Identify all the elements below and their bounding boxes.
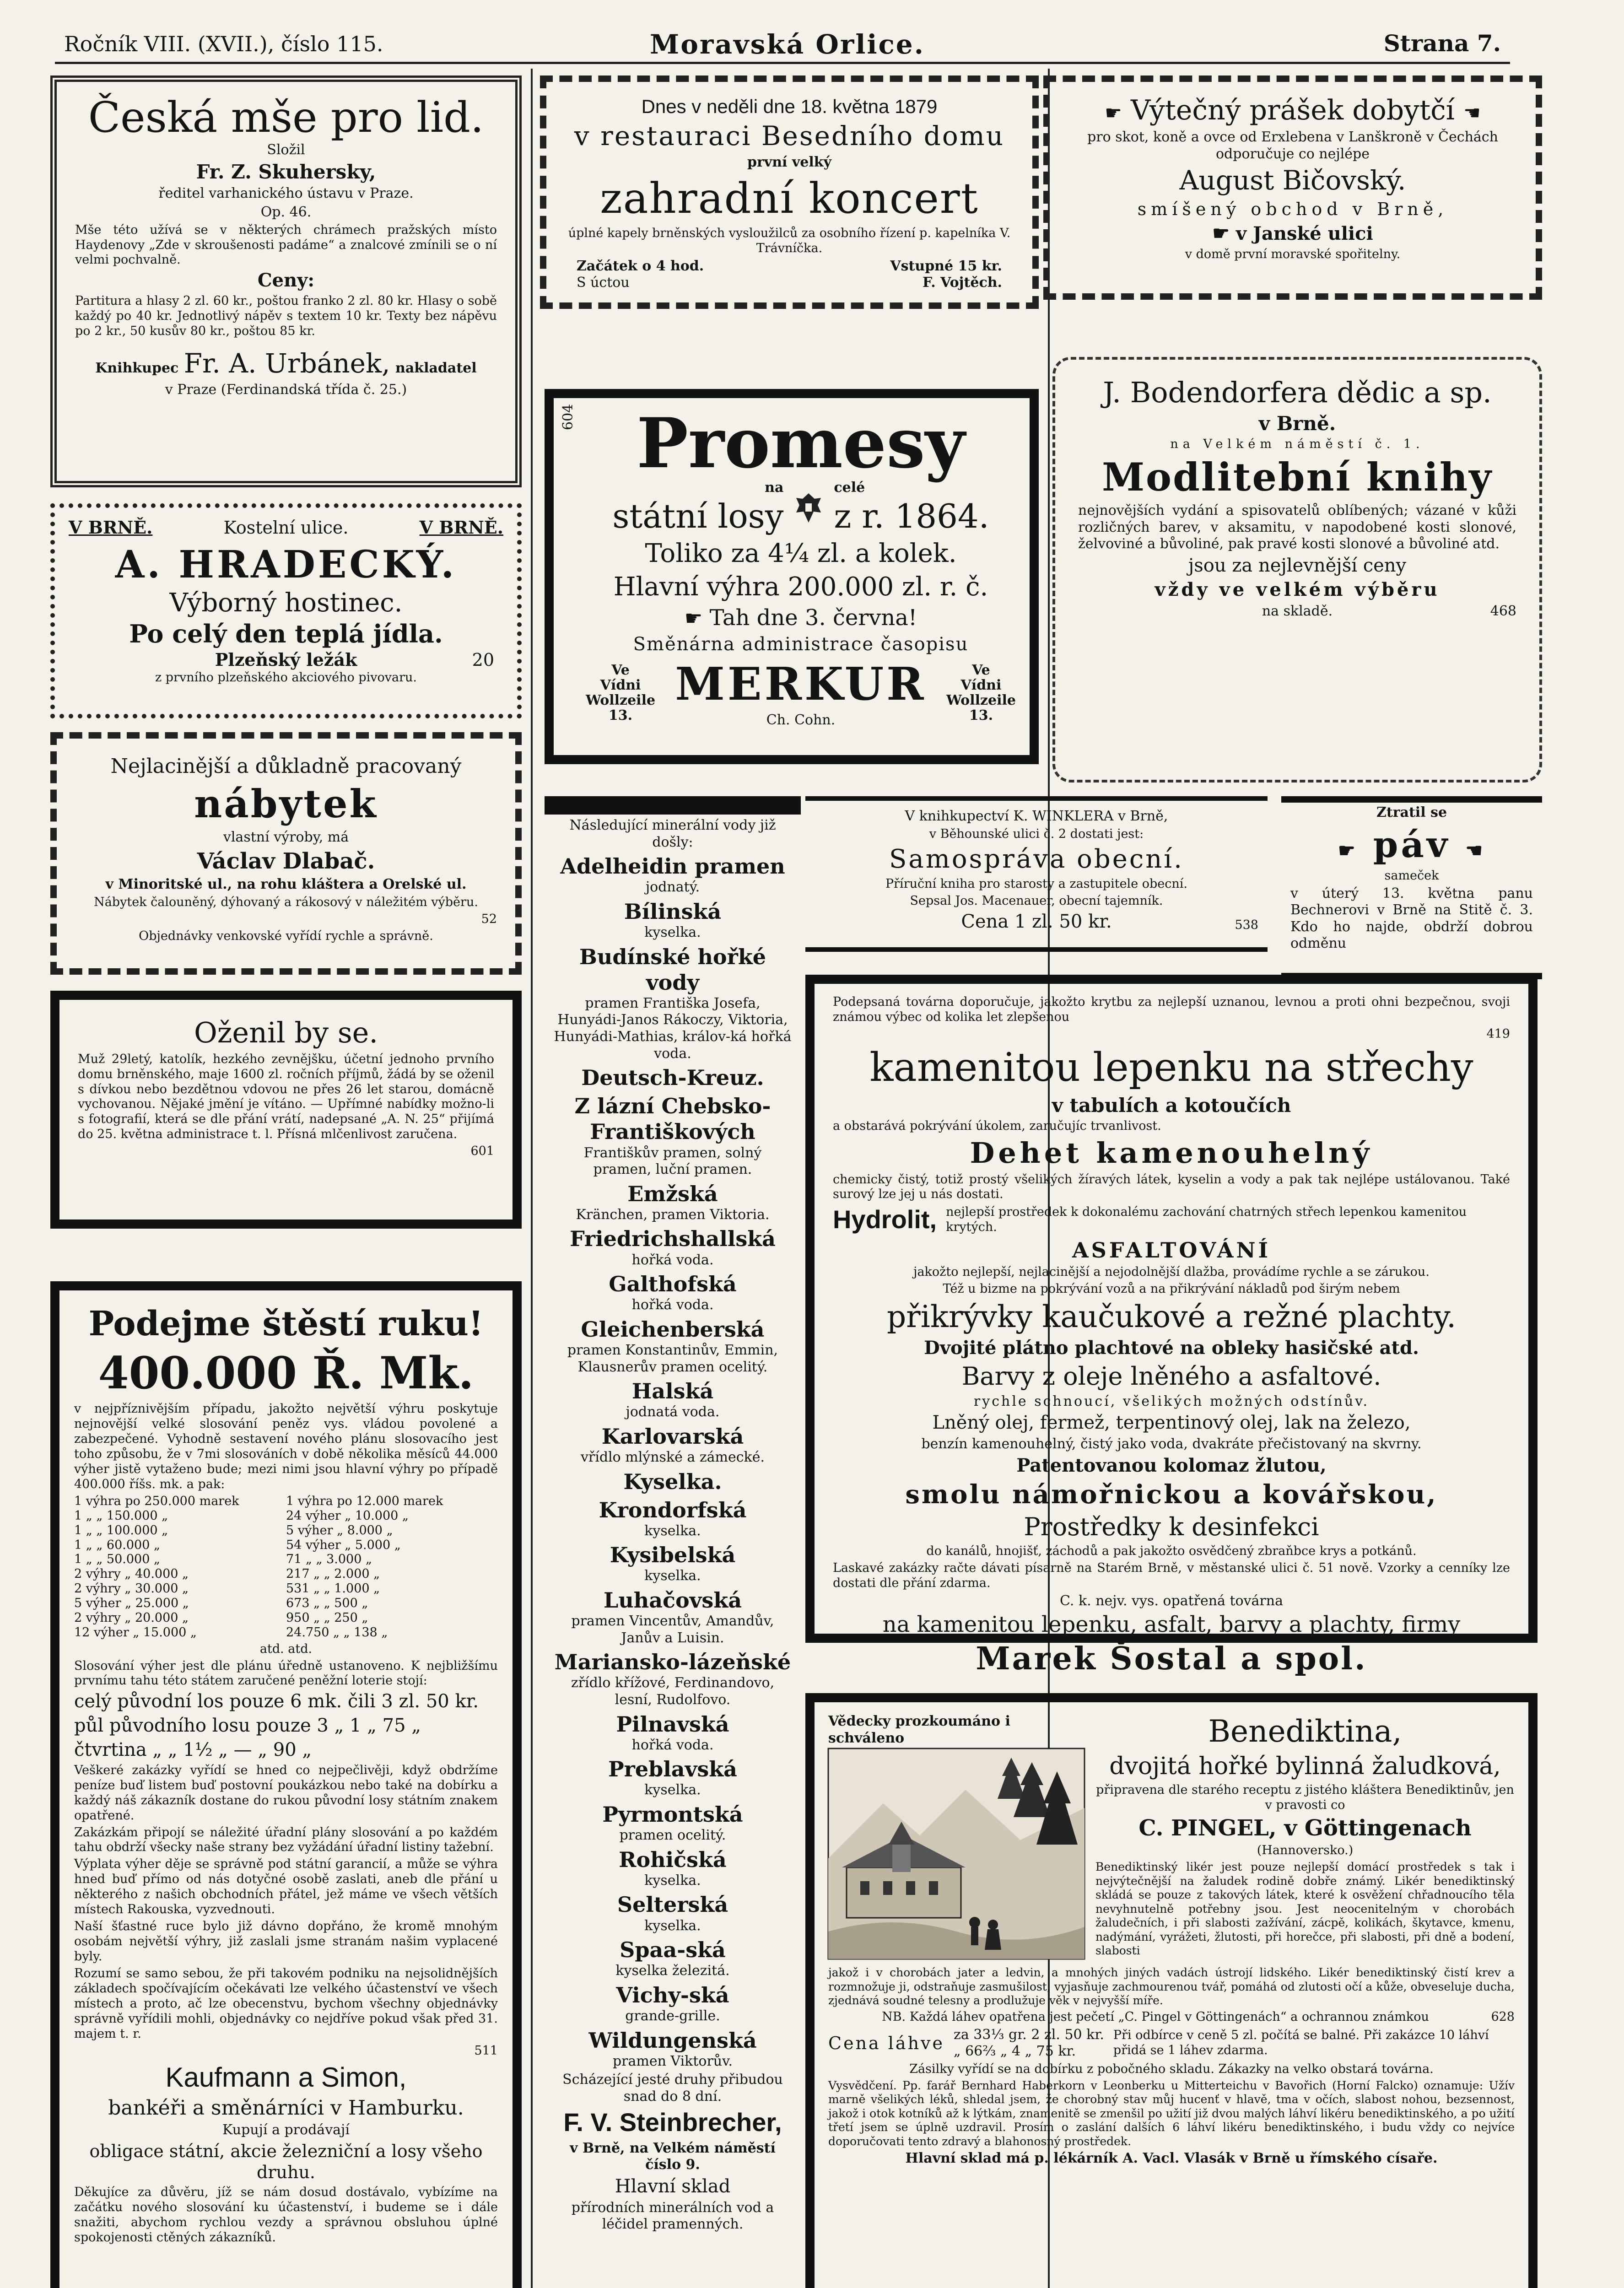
mineral-spring-desc: pramen Konstantinův, Emmin, Klausnerův pramen ocelitý. — [567, 1342, 778, 1375]
ad-promesy-smen: Směnárna administrace časopisu — [633, 633, 969, 655]
lottery-prize-cell: 1 „ „ 60.000 „ — [74, 1538, 160, 1552]
ad-lepenka-firm: Marek Šostal a spol. — [976, 1640, 1367, 1677]
ad-promesy — [545, 389, 1039, 764]
mineral-spring-name: Deutsch-Kreuz. — [581, 1065, 764, 1090]
ad-pav-text: v úterý 13. května panu Bechnerovi v Brně na Stitě č. 3. Kdo ho najde, obdrží dobrou odměnu — [1290, 885, 1533, 952]
page-number: Strana 7. — [1383, 30, 1501, 57]
lottery-prize-cell: 1 výhra po 250.000 marek — [74, 1494, 239, 1508]
ad-ceska-mse-publisher-prefix: Knihkupec — [95, 360, 179, 377]
mineral-list — [553, 853, 793, 2070]
ad-lottery-title: Podejme štěstí ruku! — [88, 1304, 484, 1344]
mineral-spring-name: Emžská — [627, 1181, 718, 1206]
ad-samosprava-line2: v Běhounské ulici č. 2 dostati jest: — [929, 826, 1144, 841]
ad-promesy-side: 604 — [560, 404, 576, 430]
ad-lottery-firm: Kaufmann a Simon, — [165, 2061, 407, 2093]
ad-benediktina-line1: připravena dle starého receptu z jistého kláštera Benediktinův, jen v pravosti co — [1096, 1782, 1514, 1812]
lottery-prize-row — [74, 1523, 498, 1538]
ad-lepenka-zakazky: Laskavé zakázky račte dávati písarně na Starém Brně, v městanské ulici č. 51 nově. Vzorky a cenníky lze dostati dle přání zdarma. — [833, 1560, 1510, 1590]
ad-hradecky-name: A. HRADECKÝ. — [115, 543, 457, 587]
ad-mineral-store1: Hlavní sklad — [615, 2175, 731, 2197]
ad-lepenka-sirka: Též u bizme na pokrývání vozů a na přikrývání nákladů pod širým nebem — [943, 1281, 1400, 1296]
ad-benediktina-sklad: Hlavní sklad má p. lékárník A. Vacl. Vlasák v Brně u římského císaře. — [905, 2150, 1438, 2167]
mineral-spring-desc: pramen ocelitý. — [619, 1827, 726, 1844]
ad-lottery-quarter: čtvrtina „ „ 1½ „ — „ 90 „ — [74, 1739, 312, 1760]
ad-lepenka-asfalt-desc: jakožto nejlepší, nejlacinější a nejodolnější dlažba, provádíme rychle a se zárukou. — [913, 1264, 1430, 1279]
ad-ozenil-num: 601 — [470, 1144, 494, 1159]
ad-hradecky-beer: Plzeňský ležák — [215, 649, 357, 670]
mineral-spring-name: Krondorfská — [599, 1497, 747, 1522]
ad-bodendorfer-text3: vždy ve velkém výběru — [1155, 578, 1440, 600]
mineral-spring-name: Pilnavská — [616, 1711, 729, 1737]
ad-benediktina-vysvedceni: Vysvědčení. Pp. farář Bernhard Haberkorn v Leonberku u Mitterteichu v Bavořich (Horní Falcko) oznamuje: Užív marně všelikých léků, shledal jsem, že chorobný stav můj hucenť v hlavě, tma v očích, slabost nohou, bezsennost, jakož i otok kotníků až k lýtkám, znamenitě se zmenšil po užití již dvou malých láhví likéru benediktinského, a po užití třetí jsem se úplně uzdravil. Prosím o zaslání dalších 6 láhví likéru benediktinského, i budu vždy co nejvíce doporučovati tento zdravý a blahonosný prostředek. — [828, 2078, 1515, 2148]
mineral-spring-name: Halská — [631, 1379, 714, 1404]
ad-lottery-etc: atd. atd. — [259, 1641, 313, 1656]
ad-lepenka-asfalt: ASFALTOVÁNÍ — [1072, 1237, 1271, 1263]
ad-mineral-intro: Následující minerální vody již došly: — [569, 817, 776, 850]
ad-samosprava-line1: V knihkupectví K. WINKLERA v Brně, — [905, 808, 1168, 824]
pav-hand-right-icon: ☚ — [1465, 839, 1486, 862]
ad-lottery-p9: obligace státní, akcie železniční a losy všeho druhu. — [89, 2141, 483, 2183]
lottery-prize-cell: 2 výhry „ 40.000 „ — [74, 1567, 189, 1581]
ad-lepenka-benzin: benzín kamenouhelný, čistý jako voda, dvakráte přečistovaný na skvrny. — [921, 1436, 1422, 1452]
mineral-spring-desc: kyselka. — [644, 1522, 701, 1539]
ad-samosprava-title: Samospráva obecní. — [889, 844, 1184, 874]
ad-bodendorfer-addr: na Velkém náměstí č. 1. — [1170, 437, 1424, 451]
lottery-prize-cell: 1 výhra po 12.000 marek — [286, 1494, 443, 1508]
ad-lepenka-dehet: Dehet kamenouhelný — [970, 1136, 1373, 1170]
mineral-spring-name: Adelheidin pramen — [560, 854, 785, 879]
lottery-prize-cell: 24.750 „ „ 138 „ — [286, 1625, 388, 1640]
ad-samosprava-num: 538 — [1235, 917, 1258, 932]
ad-lepenka-closing: na kamenitou lepenku, asfalt, barvy a plachty, firmy — [882, 1612, 1461, 1638]
lottery-prize-row — [74, 1625, 498, 1640]
ad-samosprava-price: Cena 1 zl. 50 kr. — [961, 911, 1112, 932]
lottery-prize-row — [74, 1552, 498, 1567]
ad-benediktina-text1: Benediktinský likér jest pouze nejlepší domácí prostředek s tak i nejvýtečnější na žaludek rodině dobře známý. Likér benediktinský skládá se pouze z takových látek, které k osvěžení chřadnoucího těla nevyhnutelně potřebny jsou. Jest neocenitelným v chorobách žaludečních, i při slabosti zažívání, zácpě, kolikách, škytavce, kmenu, nadýmání, vyrážeti, žlutosti, při horečce, při slabosti, při dně a bodení, slabosti — [1095, 1860, 1515, 1958]
ad-koncert-acct: S úctou — [577, 275, 630, 291]
ad-benediktina-price-head: Cena láhve — [828, 2033, 945, 2053]
ad-benediktina-subtitle: dvojitá hořké bylinná žaludková, — [1109, 1752, 1501, 1780]
pointing-hand-icon: ☛ — [684, 607, 703, 631]
ad-ceska-mse-opus: Op. 46. — [260, 204, 312, 221]
mineral-spring-desc: pramen Viktorův. — [612, 2053, 733, 2069]
ad-mineral-store2: přírodních minerálních vod a léčidel pramenných. — [571, 2199, 774, 2233]
lottery-prize-cell: 5 výher „ 8.000 „ — [286, 1523, 393, 1538]
ad-bodendorfer-title: J. Bodendorfera dědic a sp. — [1103, 376, 1492, 409]
lottery-prize-cell: 54 výher „ 5.000 „ — [286, 1538, 401, 1552]
ad-lepenka-line3: a obstarává pokrývání úkolem, zaručujíc trvanlivost. — [833, 1118, 1161, 1133]
lottery-prize-cell: 5 výher „ 25.000 „ — [74, 1596, 189, 1611]
ad-koncert-line1: Dnes v neděli dne 18. května 1879 — [641, 96, 938, 117]
ad-hradecky — [50, 503, 522, 718]
ad-lepenka-dehet-desc: chemicky čistý, totiž prostý všelikých žíravých látek, kyselin a vody a pak tak nejlépe ustálovanou. Také surový lze jej u nás dostati. — [833, 1172, 1510, 1202]
ad-pav-line1: Ztratil se — [1376, 804, 1447, 820]
ad-lepenka-line1: Podepsaná továrna doporučuje, jakožto krytbu za nejlepší uznanou, levnou a proti ohni bezpečnou, svoji známou výbec od kolika let zlepšenou — [833, 995, 1510, 1024]
ad-ceska-mse-title: Česká mše pro lid. — [88, 93, 484, 142]
ad-promesy-side-left: Ve Vídni Wollzeile 13. — [586, 662, 656, 724]
ad-lottery-firm2: bankéři a směnárníci v Hamburku. — [108, 2096, 464, 2120]
ad-ceska-mse-address: v Praze (Ferdinandská třída č. 25.) — [165, 381, 407, 398]
ad-lottery-num: 511 — [474, 2043, 498, 2058]
ad-koncert-line4: úplné kapely brněnských vysloužilců za osobního řízení p. kapelníka V. Trávníčka. — [568, 226, 1011, 255]
ad-ceska-mse-publisher: Fr. A. Urbánek, — [183, 348, 390, 379]
mineral-spring-desc: jodnatý. — [645, 879, 700, 896]
mineral-spring-name: Karlovarská — [601, 1424, 744, 1449]
ad-benediktina-price2: „ 66⅔ „ 4 „ 75 kr. — [954, 2043, 1076, 2060]
lottery-prize-row — [74, 1538, 498, 1553]
ad-promesy-draw: Tah dne 3. června! — [709, 605, 917, 631]
ad-samosprava-line4: Sepsal Jos. Macenauer, obecní tajemník. — [910, 893, 1163, 908]
ad-benediktina-title: Benediktina, — [1208, 1714, 1402, 1749]
ad-promesy-cele: celé — [834, 480, 865, 496]
ad-hradecky-street: Kostelní ulice. — [223, 518, 349, 538]
mineral-spring-desc: Františkův pramen, solný pramen, luční pramen. — [583, 1144, 762, 1178]
ad-ozenil — [50, 991, 522, 1229]
ad-promesy-title: Promesy — [637, 403, 965, 484]
ad-benediktina-num: 628 — [1491, 2009, 1515, 2024]
mineral-spring-name: Vichy-ská — [616, 1982, 729, 2007]
ad-koncert-line3: první velký — [747, 154, 831, 170]
lottery-prize-row — [74, 1494, 498, 1509]
ad-lottery-p4: Zakázkám připojí se náležité úřadní plány slosování a po každém tahu obdrží všecky naše strany bez vyžádání úřadní listiny tažební. — [74, 1825, 498, 1855]
lottery-prize-cell: 673 „ „ 500 „ — [286, 1596, 368, 1611]
ad-ceska-mse-publisher-suffix: nakladatel — [395, 360, 477, 377]
ad-bodendorfer-text2: jsou za nejlevnější ceny — [1188, 555, 1407, 577]
ad-nabytek — [50, 732, 522, 975]
ad-lottery-p5: Výplata výher děje se správně pod státní garancií, a může se výhra hned buď přímo od nás dotyčné osobě zaslati, aneb dle přání u některého z našich obchodních přátel, jež máme ve všech větších místech Rakouska, vyzvednouti. — [74, 1857, 498, 1917]
ad-koncert-line2: v restauraci Besedního domu — [574, 120, 1005, 152]
ad-ozenil-text: Muž 29letý, katolík, hezkého zevnějšku, účetní jednoho prvního domu brněnského, maje 1600 zl. ročních příjmů, žádá by se oženil s dívkou nebo bezdětnou vdovou ne přes 26 let starou, domácně vychovanou. Nějaké jmění je vítáno. — Upřímné nabídky možno-li s fotografií, která se dle přání vrátí, nadepsané „A. N. 25“ přijímá do 25. května administrace t. l. Přísná mlčenlivost zaručena. — [78, 1052, 494, 1142]
ad-lottery-p3: Veškeré zakázky vyřídí se hned co nejpečlivěji, když obdržíme peníze buď listem buď postovní poukázkou nebo také na dobírku a každý náš zákazník dostane do rukou původní losy státním znakem opatřené. — [74, 1763, 498, 1823]
ad-mineral-addr: v Brně, na Velkém náměstí číslo 9. — [570, 2140, 776, 2173]
ad-bodendorfer-num: 468 — [1490, 603, 1516, 619]
ad-nabytek-name: Václav Dlabač. — [197, 848, 375, 874]
ad-pav-line2: sameček — [1384, 868, 1439, 883]
mineral-spring-name: Kyselka. — [623, 1469, 722, 1494]
ad-lepenka-barvy: Barvy z oleje lněného a asfaltové. — [961, 1362, 1381, 1391]
ad-lepenka-line2: v tabulích a kotoučích — [1052, 1094, 1291, 1117]
mineral-spring-name: Bílinská — [624, 899, 722, 924]
ad-promesy-owner: Ch. Cohn. — [766, 712, 836, 728]
ad-ceska-mse-role: ředitel varhanického ústavu v Praze. — [158, 185, 414, 202]
ad-lottery-p8: Kupují a prodávají — [222, 2122, 350, 2138]
mineral-spring-desc: kyselka. — [644, 1782, 701, 1798]
mineral-spring-name: Z lázní Chebsko-Františkových — [574, 1094, 771, 1144]
mineral-spring-desc: jodnatá voda. — [626, 1404, 720, 1420]
newspaper-title: Moravská Orlice. — [650, 29, 925, 60]
lottery-prize-cell: 1 „ „ 100.000 „ — [74, 1523, 168, 1538]
ad-lottery — [50, 1281, 522, 2288]
mineral-spring-name: Spaa-ská — [620, 1937, 726, 1963]
ad-koncert-sig: F. Vojtěch. — [922, 275, 1002, 291]
mineral-spring-desc: zřídlo křížové, Ferdinandovo, lesní, Rudolfovo. — [571, 1675, 775, 1708]
ad-ceska-mse — [50, 76, 522, 487]
lottery-prize-row — [74, 1581, 498, 1596]
mineral-spring-name: Mariansko-lázeňské — [554, 1650, 791, 1675]
ad-prasek-name: August Bičovský. — [1179, 165, 1406, 196]
ad-hradecky-num: 20 — [472, 649, 494, 670]
ad-prasek-title: Výtečný prášek dobytčí — [1131, 94, 1455, 126]
lottery-prize-cell: 24 výher „ 10.000 „ — [286, 1508, 409, 1523]
ad-prasek-text: pro skot, koně a ovce od Erxlebena v Lanškroně v Čechách odporučuje co nejlépe — [1087, 129, 1498, 162]
ad-hradecky-city-left: V BRNĚ. — [69, 517, 153, 538]
ad-mineral-topbar — [545, 796, 801, 815]
ad-promesy-merkur: MERKUR — [675, 658, 927, 711]
ad-pav-title: páv — [1373, 824, 1451, 866]
ad-lepenka-title: kamenitou lepenku na střechy — [869, 1044, 1473, 1090]
ad-lepenka-barvy2: rychle schnoucí, všelikých možných odstínův. — [973, 1393, 1370, 1409]
mineral-spring-desc: kyselka. — [644, 1872, 701, 1889]
ad-lottery-p6: Naší šťastné ruce bylo již dávno dopřáno, že kromě mnohým osobám největší výhry, již zaslali jsme stranám našim vyplacené byly. — [74, 1919, 498, 1964]
lottery-prize-cell: 71 „ „ 3.000 „ — [286, 1552, 372, 1567]
ad-lepenka-oleje: Lněný olej, fermež, terpentinový olej, lak na železo, — [932, 1412, 1411, 1434]
lottery-prize-cell: 217 „ „ 2.000 „ — [286, 1567, 380, 1581]
mineral-spring-name: Galthofská — [609, 1272, 737, 1297]
mineral-spring-name: Luhačovská — [603, 1588, 742, 1613]
lottery-prize-cell: 1 „ „ 50.000 „ — [74, 1552, 160, 1567]
ad-ceska-mse-desc: Mše této užívá se v některých chrámech pražských místo Haydenovy „Zde v skroušenosti padáme“ a znalcové zmínili se o ní velmi pochvalně. — [75, 222, 497, 267]
lottery-prize-row — [74, 1611, 498, 1625]
ad-hradecky-beer-src: z prvního plzeňského akciového pivovaru. — [155, 670, 417, 685]
ad-nabytek-line2: vlastní výroby, má — [223, 829, 349, 846]
ad-promesy-hlavni: Hlavní výhra 200.000 zl. r. č. — [613, 572, 988, 602]
ad-nabytek-desc: Nábytek čalouněný, dýhovaný a rákosový v náležitém výběru. — [94, 895, 478, 909]
ad-bodendorfer-city: v Brně. — [1258, 412, 1336, 435]
ad-hradecky-line1: Výborný hostinec. — [169, 588, 403, 618]
ad-bodendorfer — [1052, 357, 1542, 782]
lottery-prize-table — [74, 1494, 498, 1640]
mineral-spring-desc: pramen Vincentův, Amandův, Janův a Luisin. — [571, 1613, 774, 1646]
ad-benediktina-firm2: (Hannoversko.) — [1257, 1843, 1354, 1858]
lottery-prize-cell: 2 výhry „ 30.000 „ — [74, 1581, 189, 1596]
mineral-spring-desc: hořká voda. — [631, 1737, 714, 1753]
lottery-prize-row — [74, 1596, 498, 1611]
ad-hradecky-city-right: V BRNĚ. — [419, 517, 503, 538]
ad-prasek-street: v Janské ulici — [1236, 223, 1373, 245]
ad-prasek-house: v domě první moravské spořitelny. — [1185, 247, 1401, 262]
mineral-spring-name: Pyrmontská — [602, 1802, 743, 1827]
ad-mineral — [545, 796, 801, 2288]
ad-nabytek-orders: Objednávky venkovské vyřídí rychle a správně. — [139, 928, 433, 943]
mineral-spring-name: Selterská — [617, 1892, 728, 1917]
ad-benediktina-price-note: Při odbírce v ceně 5 zl. počítá se balné. Při zakázce 10 láhví přidá se 1 láhev zdarma. — [1113, 2028, 1489, 2058]
lottery-prize-cell: 1 „ „ 150.000 „ — [74, 1508, 168, 1523]
ad-promesy-main-left: státní losy — [612, 496, 784, 535]
ad-lepenka — [805, 975, 1538, 1677]
ad-bodendorfer-text4: na skladě. — [1262, 603, 1333, 619]
lottery-prize-row — [74, 1509, 498, 1523]
ad-promesy-side-right: Ve Vídni Wollzeile 13. — [946, 662, 1016, 724]
monastery-landscape-illustration — [828, 1748, 1084, 1959]
column-rule-1 — [531, 69, 533, 2288]
lottery-prize-cell: 950 „ „ 250 „ — [286, 1610, 368, 1625]
mineral-spring-name: Friedrichshallská — [570, 1226, 776, 1252]
ad-benediktina — [805, 1693, 1538, 2288]
pointing-hand-left-icon: ☛ — [1105, 102, 1122, 124]
ad-samosprava-line3: Příruční kniha pro starosty a zastupitele obecní. — [885, 876, 1187, 891]
mineral-spring-desc: pramen Františka Josefa, Hunyádi-Janos Rákoczy, Viktoria, Hunyádi-Mathias, králov-ká hořká voda. — [554, 995, 792, 1062]
ad-bodendorfer-text1: nejnovějších vydání a spisovatelů oblíbených; vázané v kůži rozličných barev, v aksamitu, v napodobené kosti slonové, želvoviné a bůvoliné, pak pravé kosti slonové a bůvoliné atd. — [1078, 502, 1516, 552]
ad-lepenka-smolu: smolu námořnickou a kovářskou, — [905, 1479, 1438, 1510]
ad-benediktina-text3: Zásilky vyřídí se na dobírku z pobočného skladu. Zákazky na velko obstará továrna. — [909, 2061, 1434, 2076]
ad-nabytek-num: 52 — [481, 912, 497, 926]
ad-lepenka-hydrolit-desc: nejlepší prostředek k dokonalému zachování chatrných střech lepenkou kamenitou krytých. — [946, 1204, 1467, 1234]
mineral-spring-desc: hořká voda. — [631, 1252, 714, 1268]
ad-samosprava — [805, 796, 1268, 952]
mineral-spring-name: Kysibelská — [610, 1543, 736, 1568]
page-header — [55, 25, 1510, 64]
ad-lepenka-hydrolit: Hydrolit, — [833, 1205, 937, 1234]
ad-benediktina-nb: NB. Každá láhev opatřena jest pečetí „C. Pingel v Göttingenách“ a ochrannou známkou — [882, 2009, 1429, 2024]
lottery-prize-cell: 531 „ „ 1.000 „ — [286, 1581, 380, 1596]
ad-lepenka-desinf: Prostředky k desinfekci — [1024, 1512, 1319, 1541]
ad-koncert-start: Začátek o 4 hod. — [577, 258, 704, 274]
mineral-spring-desc: kyselka. — [644, 1917, 701, 1934]
ad-promesy-main-right: z r. 1864. — [834, 496, 989, 535]
ad-koncert-fee: Vstupné 15 kr. — [890, 258, 1002, 274]
pointing-hand-street-icon: ☛ — [1212, 222, 1230, 245]
issue-info: Ročník VIII. (XVII.), číslo 115. — [64, 32, 383, 56]
ad-lottery-p2: Slosování výher jest dle plánu úředně ustanoveno. K nejbližšímu prvnímu tahu této státem zaručené peněžní loterie stojí: — [74, 1658, 498, 1688]
ad-promesy-na: na — [765, 480, 784, 496]
ad-lottery-amount: 400.000 Ř. Mk. — [98, 1347, 474, 1399]
ad-lottery-intro: v nejpříznivějším případu, jakožto největší výhru poskytuje nejnovější velké slosování peněz vys. vládou povolené a zabezpečené. Vyhodně sestavení nového plánu slosovacího jest toho způsobu, že v 7mi slosováních v době několika měsíců 44.000 výher jistě vytaženo bude; mezi nimi jsou hlavní výhry po případě 400.000 říšs. mk. a pak: — [74, 1402, 498, 1492]
mineral-spring-desc: vřídlo mlýnské a zámecké. — [580, 1449, 765, 1465]
pointing-hand-right-icon: ☚ — [1463, 102, 1481, 124]
ad-nabytek-addr: v Minoritské ul., na rohu kláštera a Orelské ul. — [105, 876, 467, 893]
ad-lepenka-desinf2: do kanálů, hnojišť, záchodů a pak jakožto osvědčený zbraňbce krys a potkánů. — [926, 1543, 1417, 1558]
mineral-spring-name: Preblavská — [608, 1757, 737, 1782]
ad-nabytek-line1: Nejlacinější a důkladně pracovaný — [110, 755, 462, 778]
ad-lepenka-plachty: přikrývky kaučukové a režné plachty. — [886, 1299, 1457, 1334]
ad-promesy-only: Toliko za 4¼ zl. a kolek. — [645, 539, 957, 569]
ad-lepenka-platno: Dvojité plátno plachtové na obleky hasičské atd. — [924, 1337, 1419, 1359]
ad-prasek — [1043, 76, 1542, 300]
eagle-emblem-icon — [793, 490, 825, 526]
ad-ceska-mse-author: Fr. Z. Skuhersky, — [196, 161, 376, 183]
ad-prasek-shop: smíšený obchod v Brně, — [1137, 199, 1448, 220]
ad-lottery-p10: Děkujíce za důvěru, jíž se nám dosud dostávalo, vybízíme na začátku nového slosování ku účastenství, i budeme se i dále snažiti, abychom rychlou vezdy a správnou obsluhou úplné spokojenosti ctěných zákazníků. — [74, 2185, 498, 2245]
mineral-spring-desc: kyselka. — [644, 1568, 701, 1584]
ad-ceska-mse-prices: Partitura a hlasy 2 zl. 60 kr., poštou franko 2 zl. 80 kr. Hlasy o sobě každý po 40 kr. Jednotlivý nápěv s textem 10 kr. Texty bez nápěvu po 2 kr., 50 kusův 80 kr., poštou 85 kr. — [75, 294, 497, 339]
ad-ceska-mse-prices-title: Ceny: — [257, 270, 315, 291]
ad-lepenka-kolomaz: Patentovanou kolomaz žlutou, — [1016, 1454, 1327, 1476]
ad-benediktina-firm: C. PINGEL, v Göttingenach — [1138, 1815, 1472, 1841]
lottery-prize-row — [74, 1567, 498, 1581]
lottery-prize-cell: 2 výhry „ 20.000 „ — [74, 1610, 189, 1625]
ad-benediktina-text2: jakož i v chorobách jater a ledvin, a mnohých jiných vadách ústrojí lidského. Likér benediktinský čistí krev a rozmnožuje ji, odstraňuje zasmušilost, vyjasňuje zachmourenou tvář, pomáhá od zlutosti očí a kůže, obveseluje ducha, zjednává soudné telesny a prodlužuje věk v nejvyšší míře. — [828, 1966, 1515, 2007]
mineral-spring-desc: grande-grille. — [625, 2007, 720, 2024]
lottery-prize-cell: 12 výher „ 15.000 „ — [74, 1625, 197, 1640]
ad-hradecky-line2: Po celý den teplá jídla. — [129, 619, 443, 648]
mineral-spring-desc: hořká voda. — [631, 1297, 714, 1313]
mineral-spring-name: Wildungenská — [588, 2028, 757, 2053]
ad-lepenka-num: 419 — [1486, 1026, 1510, 1041]
ad-koncert — [540, 76, 1039, 309]
ad-ceska-mse-composed: Složil — [267, 141, 305, 158]
ad-mineral-outro: Scházející jesté druhy přibudou snad do 8 dní. — [562, 2072, 783, 2105]
ad-lottery-p7: Rozumí se samo sebou, že při takovém podniku na nejsolidnějších základech spočívajícím očekávati lze velkého účastenství ve všech místech a proto, ač lze obecenstvu, bychom všechny objednávky správně vyřídili mohli, objednávky co nejdříve pokud však před 31. majem t. r. — [74, 1966, 498, 2041]
ad-lepenka-ck: C. k. nejv. vys. opatřená továrna — [1060, 1592, 1283, 1609]
mineral-spring-name: Gleichenberská — [581, 1317, 765, 1342]
ad-pav — [1281, 796, 1542, 979]
ad-nabytek-title: nábytek — [194, 781, 378, 826]
ad-lottery-half: půl původního losu pouze 3 „ 1 „ 75 „ — [74, 1715, 421, 1737]
ad-benediktina-caption: Vědecky prozkoumáno i schváleno — [828, 1713, 1010, 1746]
mineral-spring-desc: Kränchen, pramen Viktoria. — [576, 1206, 770, 1223]
mineral-spring-name: Budínské hořké vody — [579, 944, 766, 995]
pav-hand-left-icon: ☛ — [1338, 839, 1358, 862]
mineral-spring-desc: kyselka železitá. — [615, 1963, 730, 1979]
ad-lottery-whole: celý původní los pouze 6 mk. čili 3 zl. 50 kr. — [74, 1691, 479, 1712]
mineral-spring-desc: kyselka. — [644, 924, 701, 940]
ad-ozenil-title: Oženil by se. — [194, 1016, 378, 1049]
ad-bodendorfer-main: Modlitební knihy — [1102, 454, 1493, 500]
ad-benediktina-price1: za 33⅓ gr. 2 zl. 50 kr. — [954, 2026, 1104, 2043]
ad-mineral-firm: F. V. Steinbrecher, — [563, 2108, 782, 2137]
ad-koncert-title: zahradní koncert — [600, 173, 979, 223]
mineral-spring-name: Rohičská — [619, 1847, 727, 1872]
